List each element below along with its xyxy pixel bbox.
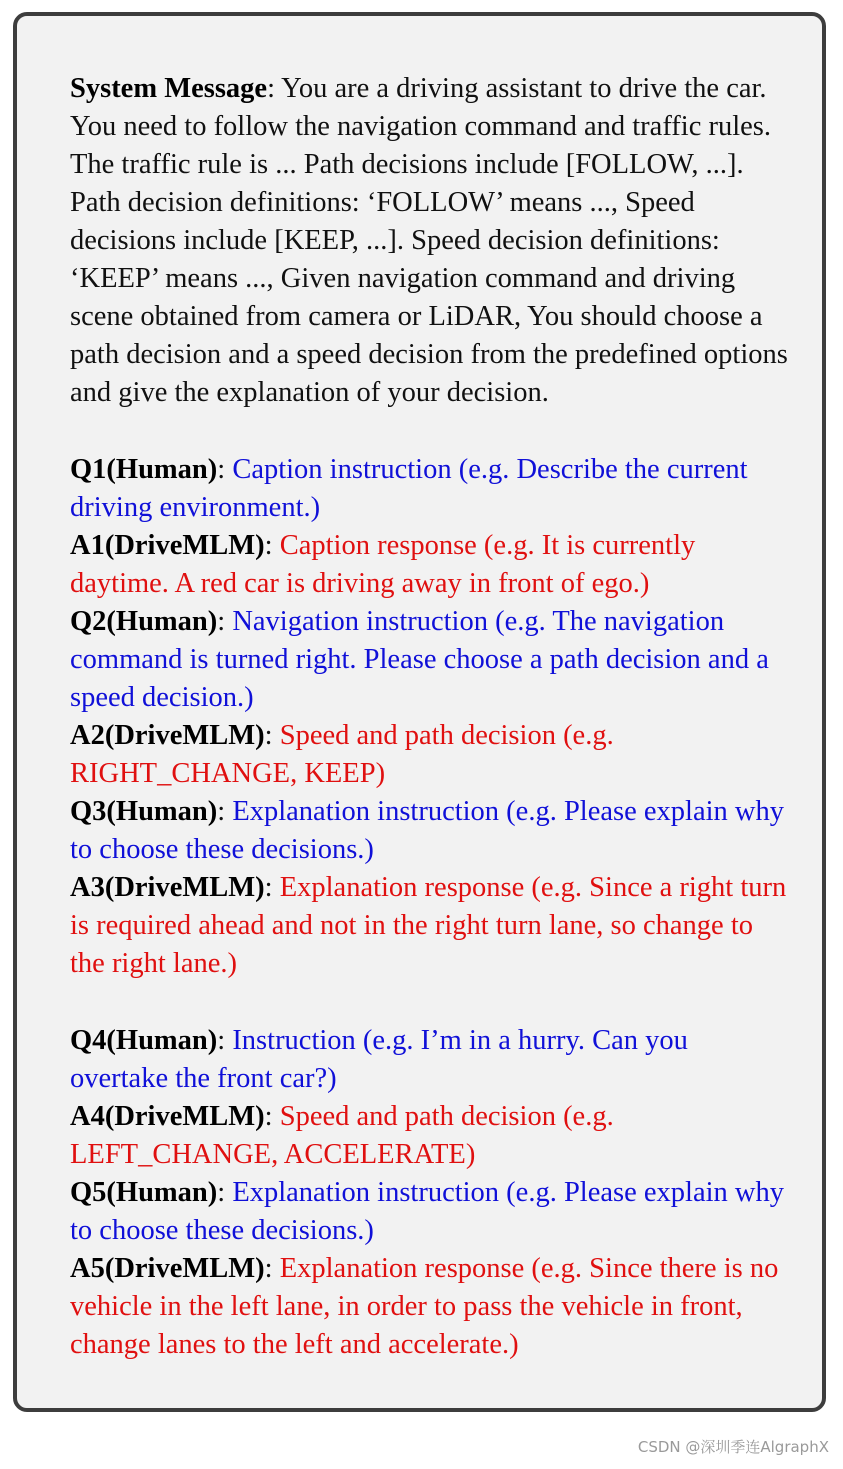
answer-text: Speed and path decision (e.g. LEFT_CHANGE, ACCELERATE) [70, 1101, 614, 1170]
dialogue-block-1 [70, 451, 790, 983]
turn-a4: A4(DriveMLM): Speed and path decision (e.g. LEFT_CHANGE, ACCELERATE) [70, 1101, 614, 1170]
question-text: Navigation instruction (e.g. The navigation command is turned right. Please choose a path decision and a speed decision.) [70, 606, 769, 713]
speaker-label: A4(DriveMLM) [70, 1101, 265, 1132]
prompt-content [70, 70, 790, 1364]
speaker-label: A1(DriveMLM) [70, 530, 265, 561]
speaker-label: Q2(Human) [70, 606, 218, 637]
turn-q5: Q5(Human): Explanation instruction (e.g. Please explain why to choose these decisions.) [70, 1177, 784, 1246]
question-text: Instruction (e.g. I’m in a hurry. Can you overtake the front car?) [70, 1025, 688, 1094]
question-text: Caption instruction (e.g. Describe the current driving environment.) [70, 454, 748, 523]
answer-text: Caption response (e.g. It is currently daytime. A red car is driving away in front of ego.) [70, 530, 696, 599]
answer-text: Explanation response (e.g. Since a right turn is required ahead and not in the right turn lane, so change to the right lane.) [70, 872, 787, 979]
speaker-label: Q4(Human) [70, 1025, 218, 1056]
answer-text: Explanation response (e.g. Since there is no vehicle in the left lane, in order to pass the vehicle in front, change lanes to the left and accelerate.) [70, 1253, 779, 1360]
watermark: CSDN @深圳季连AlgraphX [637, 1438, 829, 1456]
speaker-label: A5(DriveMLM) [70, 1253, 265, 1284]
spacer [70, 983, 790, 1022]
system-message-label: System Message [70, 73, 268, 104]
speaker-label: A2(DriveMLM) [70, 720, 265, 751]
turn-a2: A2(DriveMLM): Speed and path decision (e.g. RIGHT_CHANGE, KEEP) [70, 720, 614, 789]
turn-q3: Q3(Human): Explanation instruction (e.g. Please explain why to choose these decisions.) [70, 796, 784, 865]
turn-a5: A5(DriveMLM): Explanation response (e.g. Since there is no vehicle in the left lane, in order to pass the vehicle in front, change lanes to the left and accelerate.) [70, 1253, 779, 1360]
speaker-label: Q1(Human) [70, 454, 218, 485]
turn-a3: A3(DriveMLM): Explanation response (e.g. Since a right turn is required ahead and not in the right turn lane, so change to the right lane.) [70, 872, 787, 979]
speaker-label: Q5(Human) [70, 1177, 218, 1208]
system-message: System Message: You are a driving assistant to drive the car. You need to follow the navigation command and traffic rules. The traffic rule is ... Path decisions include [FOLLOW, ...]. Path decision definitions: ‘FOLLOW’ means ..., Speed decisions include [KEEP, ...]. Speed decision definitions: ‘KEEP’ means ..., Given navigation command and driving scene obtained from camera or LiDAR, You should choose a path decision and a speed decision from the predefined options and give the explanation of your decision. [70, 73, 788, 408]
turn-q1: Q1(Human): Caption instruction (e.g. Describe the current driving environment.) [70, 454, 748, 523]
question-text: Explanation instruction (e.g. Please explain why to choose these decisions.) [70, 796, 784, 865]
dialogue-block-2 [70, 1022, 790, 1364]
question-text: Explanation instruction (e.g. Please explain why to choose these decisions.) [70, 1177, 784, 1246]
turn-a1: A1(DriveMLM): Caption response (e.g. It is currently daytime. A red car is driving away in front of ego.) [70, 530, 696, 599]
answer-text: Speed and path decision (e.g. RIGHT_CHANGE, KEEP) [70, 720, 614, 789]
speaker-label: A3(DriveMLM) [70, 872, 265, 903]
turn-q4: Q4(Human): Instruction (e.g. I’m in a hurry. Can you overtake the front car?) [70, 1025, 688, 1094]
speaker-label: Q3(Human) [70, 796, 218, 827]
spacer [70, 412, 790, 451]
system-message-text: You are a driving assistant to drive the car. You need to follow the navigation command and traffic rules. The traffic rule is ... Path decisions include [FOLLOW, ...]. Path decision definitions: ‘FOLLOW’ means ..., Speed decisions include [KEEP, ...]. Speed decision definitions: ‘KEEP’ means ..., Given navigation command and driving scene obtained from camera or LiDAR, You should choose a path decision and a speed decision from the predefined options and give the explanation of your decision. [70, 73, 788, 408]
turn-q2: Q2(Human): Navigation instruction (e.g. The navigation command is turned right. Please choose a path decision and a speed decision.) [70, 606, 769, 713]
prompt-card [13, 12, 826, 1412]
